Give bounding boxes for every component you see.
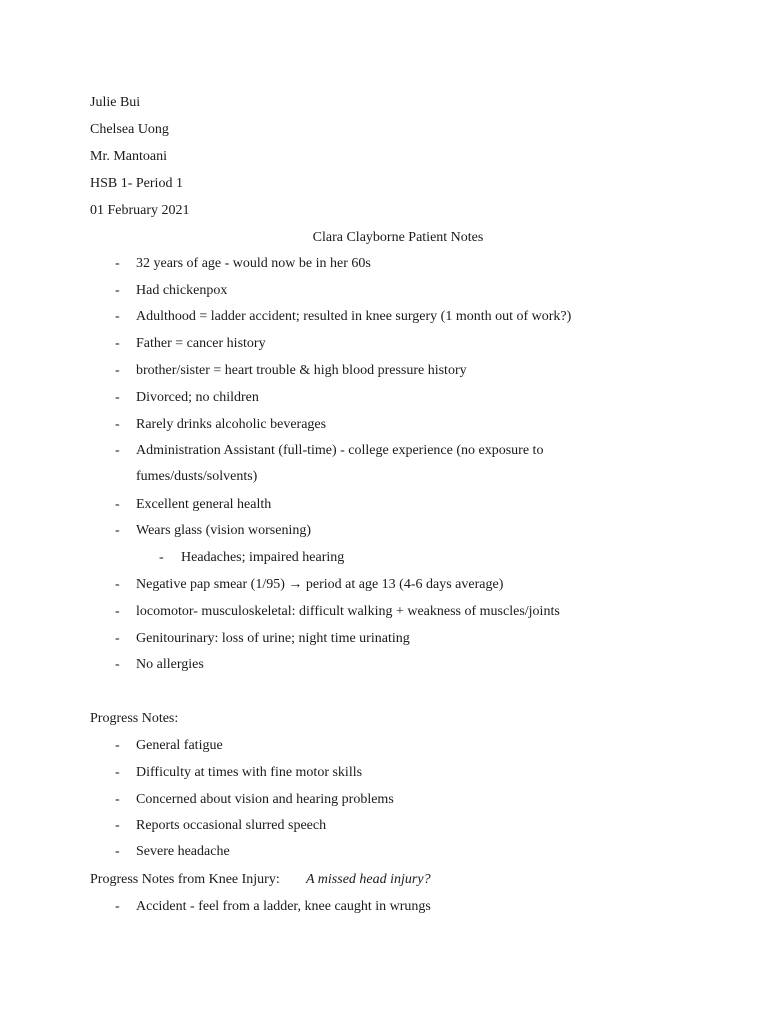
list-item-text: Severe headache [136, 844, 230, 859]
list-item-text: Wears glass (vision worsening) [136, 523, 312, 538]
list-item-text: Negative pap smear (1/95) → period at age 13 (4-6 days average) [136, 577, 504, 592]
list-item-text: Concerned about vision and hearing problems [136, 792, 394, 807]
bullet-dash: - [115, 631, 120, 646]
bullet-dash: - [115, 818, 120, 833]
knee-notes-heading-row [90, 871, 431, 889]
document-title: Clara Clayborne Patient Notes [312, 230, 484, 245]
bullet-dash: - [115, 792, 120, 807]
list-item-text: Genitourinary: loss of urine; night time urinating [136, 631, 410, 646]
bullet-dash: - [115, 417, 120, 432]
list-item-text: Excellent general health [136, 497, 272, 512]
list-item-text: 32 years of age - would now be in her 60s [136, 256, 371, 271]
list-item-text: Adulthood = ladder accident; resulted in knee surgery (1 month out of work?) [136, 309, 572, 324]
list-item-text: brother/sister = heart trouble & high blood pressure history [136, 363, 467, 378]
bullet-dash: - [115, 523, 120, 538]
list-item-text: General fatigue [136, 738, 223, 753]
bullet-dash: - [115, 899, 120, 914]
list-item-text: Had chickenpox [136, 283, 228, 298]
list-item-text: Administration Assistant (full-time) - college experience (no exposure to [136, 443, 544, 458]
bullet-dash: - [115, 844, 120, 859]
list-item-text: Difficulty at times with fine motor skills [136, 765, 363, 780]
bullet-dash: - [115, 765, 120, 780]
bullet-dash: - [115, 309, 120, 324]
list-item-text: Rarely drinks alcoholic beverages [136, 417, 327, 432]
list-item-text: Father = cancer history [136, 336, 266, 351]
document-date: 01 February 2021 [90, 203, 190, 218]
bullet-dash: - [115, 256, 120, 271]
list-item-text: Accident - feel from a ladder, knee caught in wrungs [136, 899, 431, 914]
list-item-text: fumes/dusts/solvents) [136, 469, 258, 484]
bullet-dash: - [115, 390, 120, 405]
student-name-1: Julie Bui [90, 95, 141, 110]
bullet-dash: - [115, 497, 120, 512]
bullet-dash: - [115, 443, 120, 458]
list-item-text: No allergies [136, 657, 204, 672]
bullet-dash: - [115, 336, 120, 351]
teacher-name: Mr. Mantoani [90, 149, 167, 164]
knee-notes-question: A missed head injury? [306, 872, 431, 887]
bullet-dash: - [115, 363, 120, 378]
list-item-text: Reports occasional slurred speech [136, 818, 327, 833]
bullet-dash: - [115, 577, 120, 592]
bullet-dash: - [115, 604, 120, 619]
student-name-2: Chelsea Uong [90, 122, 169, 137]
bullet-dash: - [115, 657, 120, 672]
list-item-text: Headaches; impaired hearing [181, 550, 345, 565]
progress-notes-heading: Progress Notes: [90, 711, 179, 726]
list-item-text: locomotor- musculoskeletal: difficult walking + weakness of muscles/joints [136, 604, 560, 619]
knee-notes-heading: Progress Notes from Knee Injury: [90, 872, 280, 887]
bullet-dash: - [159, 550, 164, 565]
bullet-dash: - [115, 738, 120, 753]
bullet-dash: - [115, 283, 120, 298]
list-item-text: Divorced; no children [136, 390, 259, 405]
course-period: HSB 1- Period 1 [90, 176, 183, 191]
